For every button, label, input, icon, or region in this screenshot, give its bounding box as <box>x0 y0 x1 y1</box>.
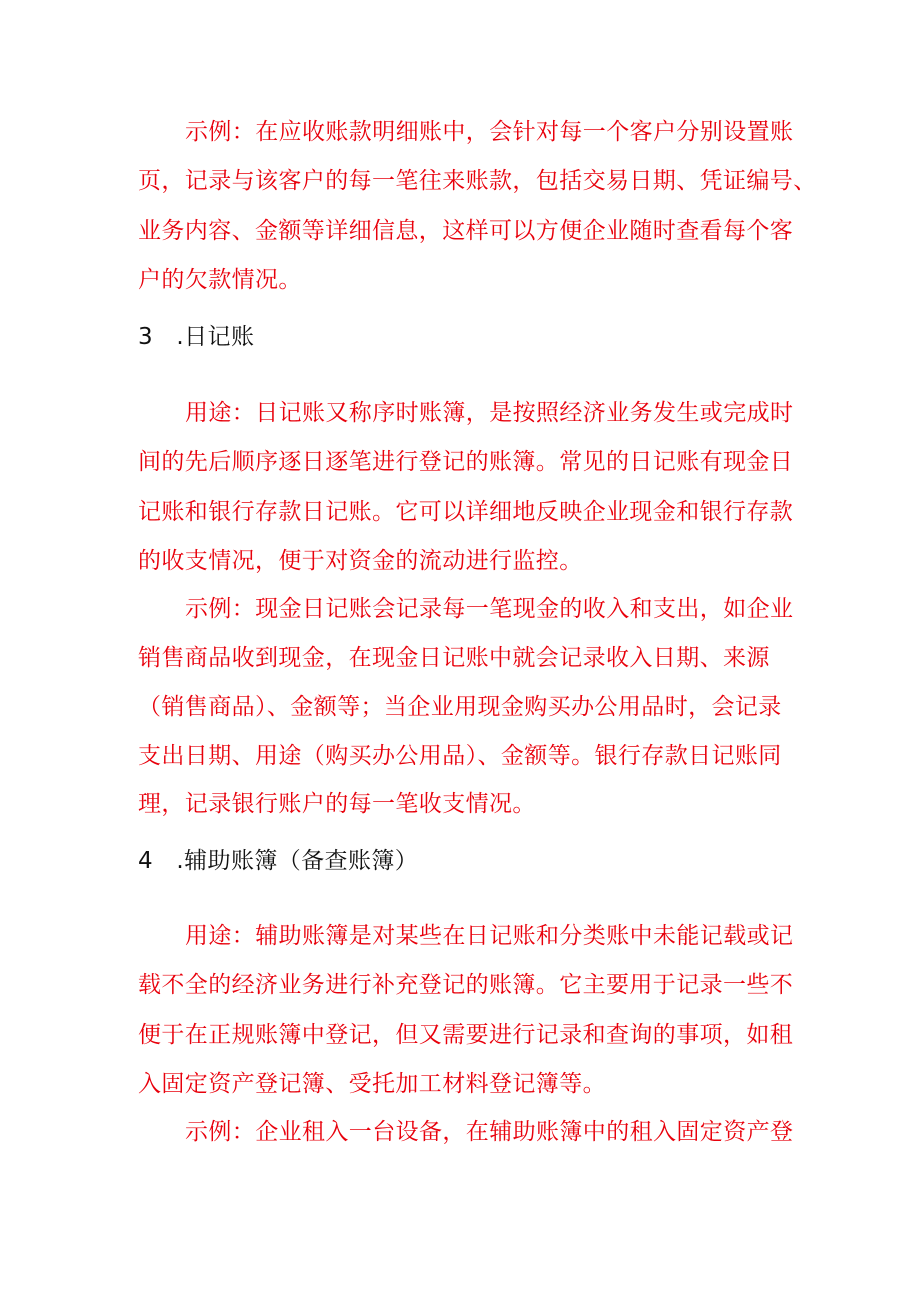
text-line: 示例：企业租入一台设备，在辅助账簿中的租入固定资产登 <box>185 1119 794 1145</box>
text-line: 页，记录与该客户的每一笔往来账款，包括交易日期、凭证编号、 <box>138 168 817 194</box>
text-line: 入固定资产登记簿、受托加工材料登记簿等。 <box>138 1071 606 1097</box>
text-line: 户的欠款情况。 <box>138 267 302 293</box>
text-line: 的收支情况，便于对资金的流动进行监控。 <box>138 548 583 574</box>
text-line: 示例：在应收账款明细账中，会针对每一个客户分别设置账 <box>185 119 794 145</box>
text-line: 理，记录银行账户的每一笔收支情况。 <box>138 791 536 817</box>
text-line: 便于在正规账簿中登记，但又需要进行记录和查询的事项，如租 <box>138 1022 794 1048</box>
text-line: 销售商品收到现金，在现金日记账中就会记录收入日期、来源 <box>138 645 770 671</box>
text-line: 示例：现金日记账会记录每一笔现金的收入和支出，如企业 <box>185 596 794 622</box>
text-line: 用途：辅助账簿是对某些在日记账和分类账中未能记载或记 <box>185 923 794 949</box>
text-line: （销售商品）、金额等；当企业用现金购买办公用品时，会记录 <box>138 694 782 720</box>
text-line: 载不全的经济业务进行补充登记的账簿。它主要用于记录一些不 <box>138 972 794 998</box>
text-line: 支出日期、用途（购买办公用品）、金额等。银行存款日记账同 <box>138 743 782 769</box>
text-line: 业务内容、金额等详细信息，这样可以方便企业随时查看每个客 <box>138 218 794 244</box>
text-line: 用途：日记账又称序时账簿，是按照经济业务发生或完成时 <box>185 400 794 426</box>
text-line: 间的先后顺序逐日逐笔进行登记的账簿。常见的日记账有现金日 <box>138 449 794 475</box>
text-line: 记账和银行存款日记账。它可以详细地反映企业现金和银行存款 <box>138 499 794 525</box>
section-heading-journal: 3 .日记账 <box>138 324 255 350</box>
section-heading-auxiliary: 4 .辅助账簿（备查账簿） <box>138 848 419 874</box>
